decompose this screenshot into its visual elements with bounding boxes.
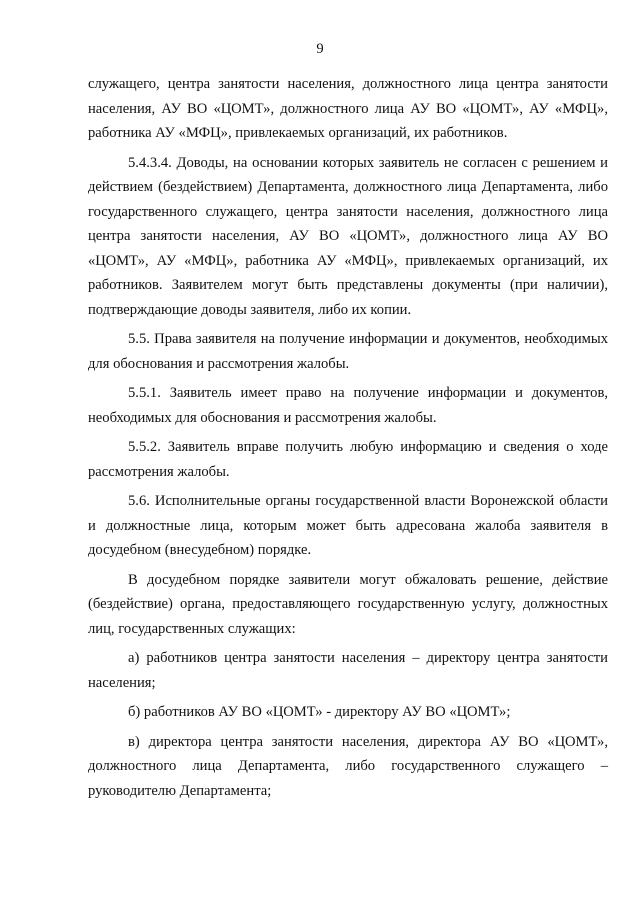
paragraph-continuation: служащего, центра занятости населения, должностного лица центра занятости населения, АУ ВО «ЦОМТ», должностного лица АУ ВО «ЦОМТ», АУ «МФЦ», работника АУ «МФЦ», привлекаемых организаций, их работников. bbox=[88, 76, 608, 141]
list-item-b: б) работников АУ ВО «ЦОМТ» - директору АУ ВО «ЦОМТ»; bbox=[128, 704, 511, 720]
paragraph-5-5: 5.5. Права заявителя на получение информации и документов, необходимых для обоснования и рассмотрения жалобы. bbox=[88, 331, 608, 372]
document-body bbox=[88, 72, 608, 808]
list-item-v: в) директора центра занятости населения, директора АУ ВО «ЦОМТ», должностного лица Департамента, либо государственного служащего – руководителю Департамента; bbox=[88, 733, 608, 799]
page-number: 9 bbox=[316, 41, 324, 57]
paragraph-5-5-2: 5.5.2. Заявитель вправе получить любую информацию и сведения о ходе рассмотрения жалобы. bbox=[88, 439, 608, 480]
paragraph-5-4-3-4: 5.4.3.4. Доводы, на основании которых заявитель не согласен с решением и действием (бездействием) Департамента, должностного лица Департамента, либо государственного служащего, центра занятости населения, должностного лица центра занятости населения, АУ ВО «ЦОМТ», должностного лица АУ ВО «ЦОМТ», АУ «МФЦ», работника АУ «МФЦ», привлекаемых организаций, их работников. Заявителем могут быть представлены документы (при наличии), подтверждающие доводы заявителя, либо их копии. bbox=[88, 154, 608, 318]
list-item-a: а) работников центра занятости населения – директору центра занятости населения; bbox=[88, 650, 608, 691]
paragraph-appeal-intro: В досудебном порядке заявители могут обжаловать решение, действие (бездействие) органа, предоставляющего государственную услугу, должностных лиц, государственных служащих: bbox=[88, 571, 608, 637]
paragraph-5-5-1: 5.5.1. Заявитель имеет право на получение информации и документов, необходимых для обоснования и рассмотрения жалобы. bbox=[88, 385, 608, 426]
paragraph-5-6: 5.6. Исполнительные органы государственной власти Воронежской области и должностные лица, которым может быть адресована жалоба заявителя в досудебном (внесудебном) порядке. bbox=[88, 493, 608, 558]
